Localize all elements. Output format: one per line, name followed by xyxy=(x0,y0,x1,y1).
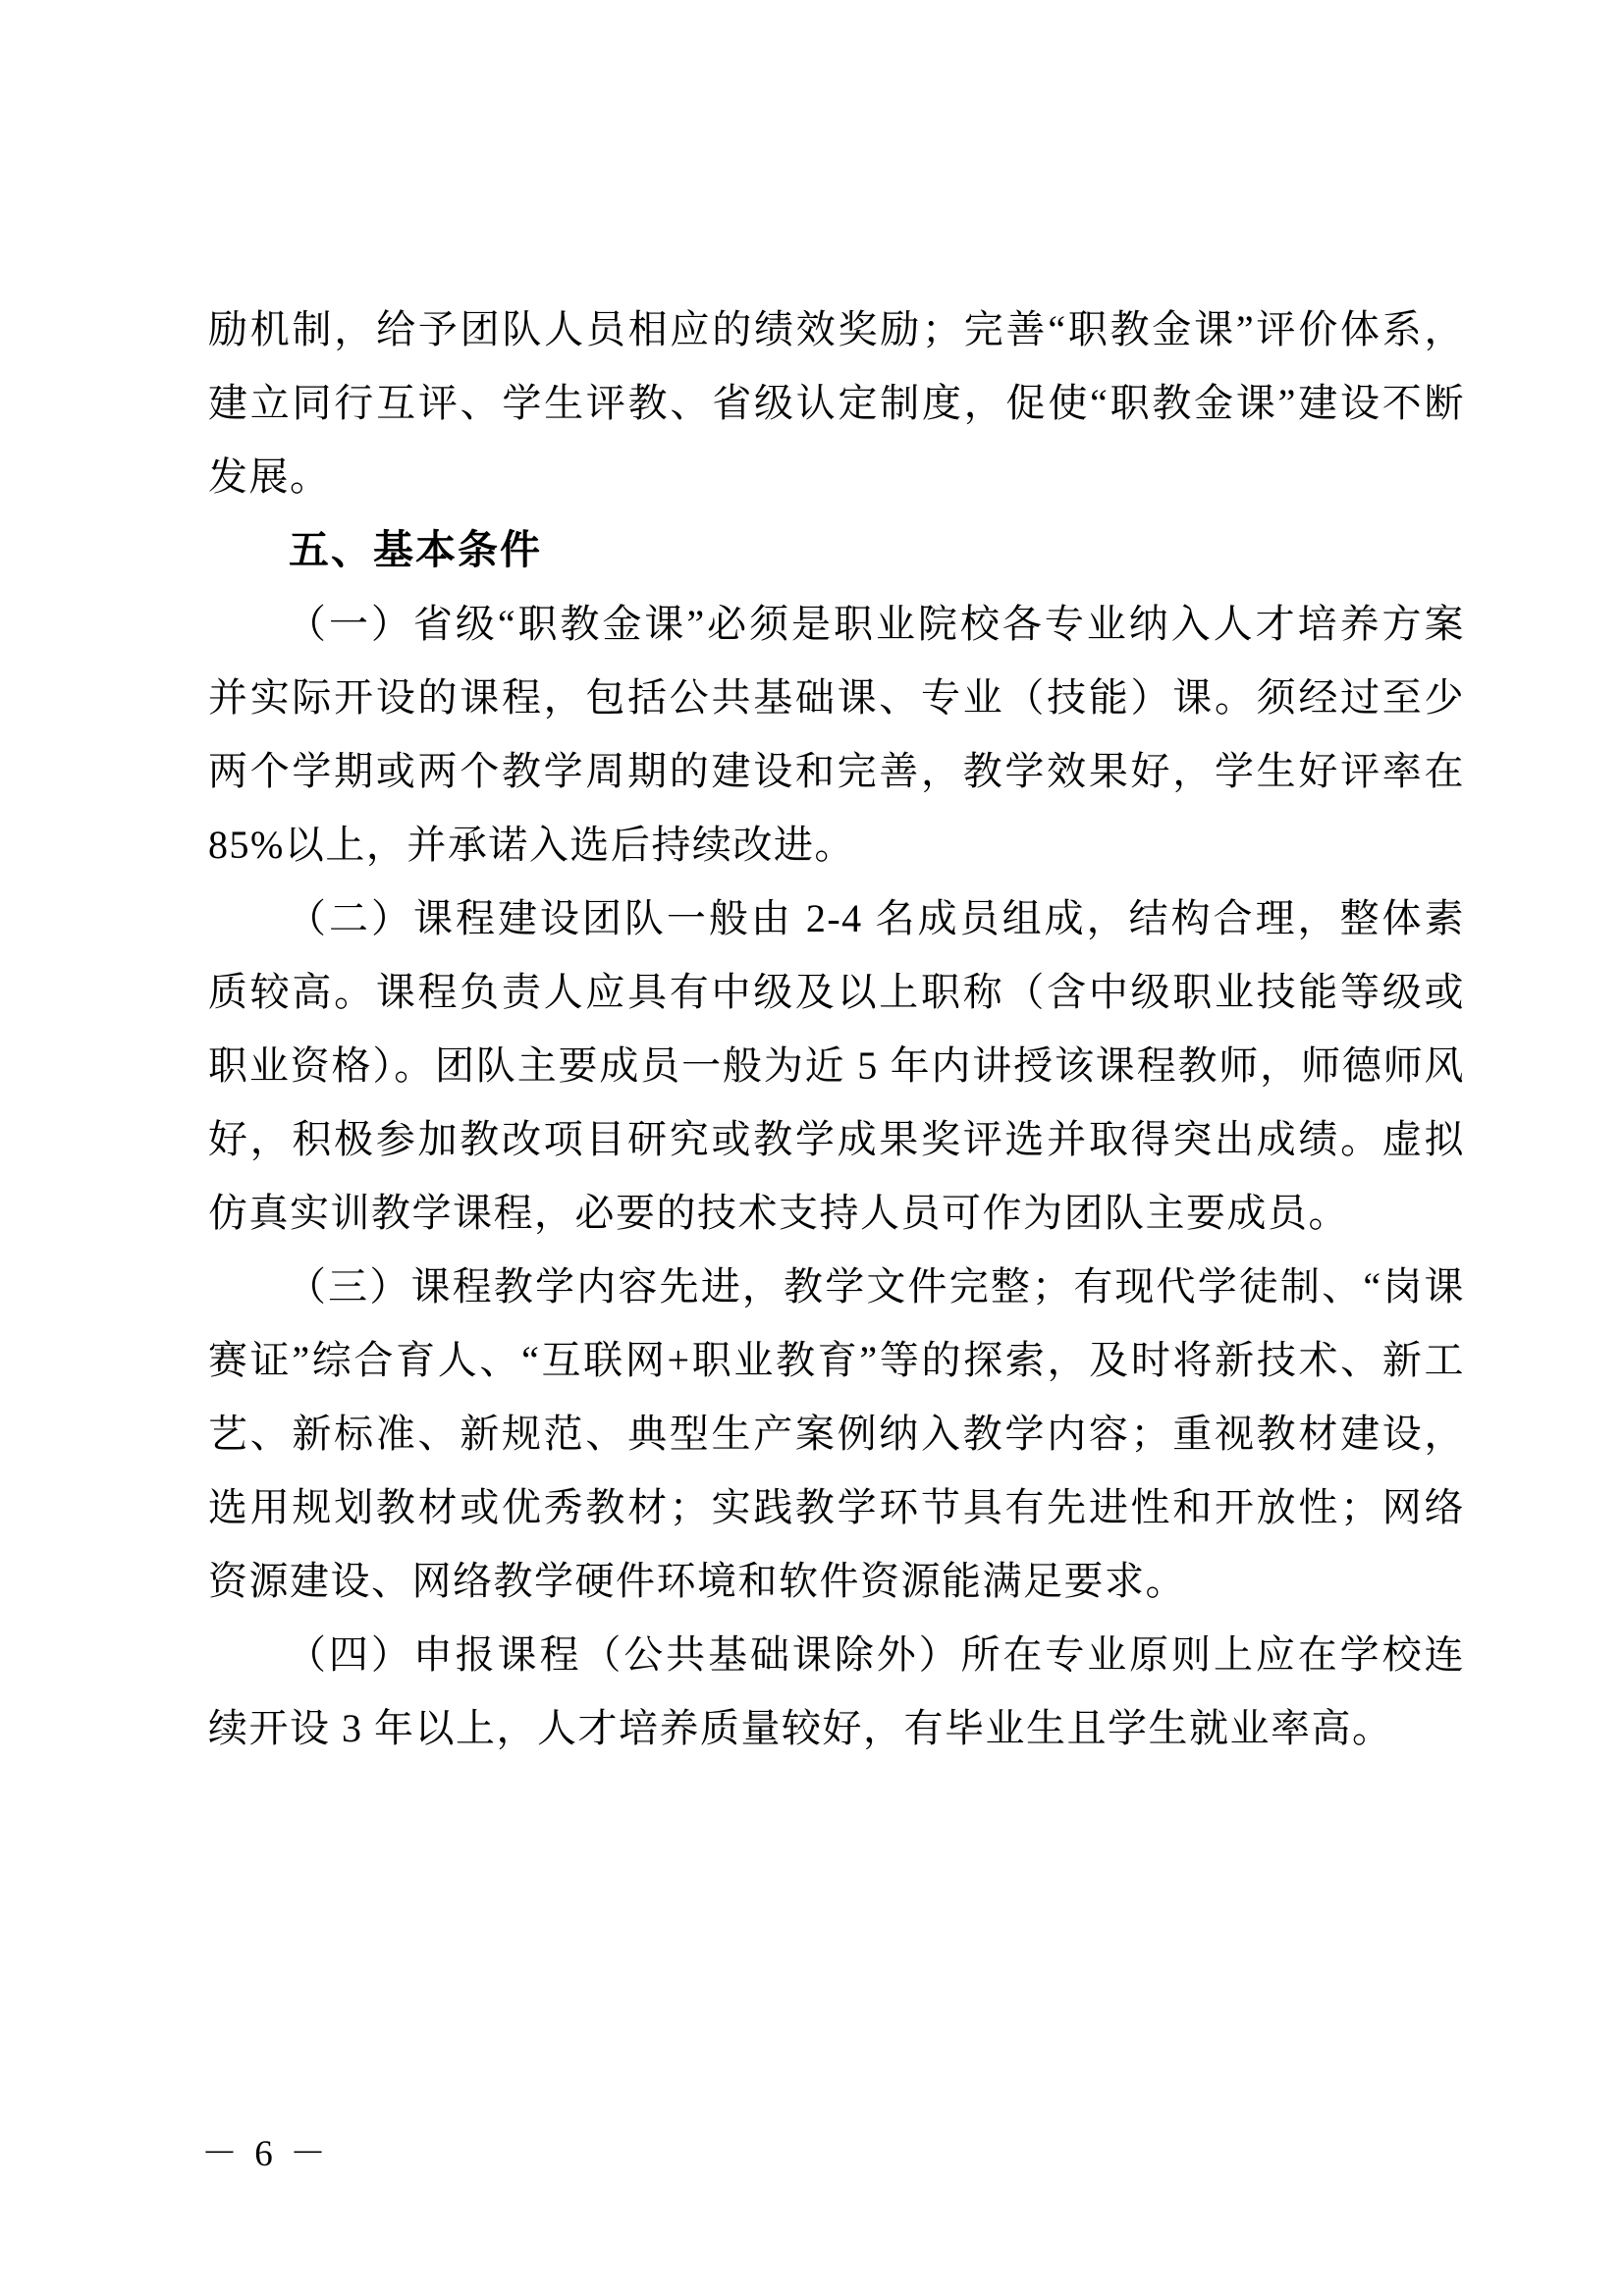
paragraph-item-one: （一）省级“职教金课”必须是职业院校各专业纳入人才培养方案并实际开设的课程，包括公共基础课、专业（技能）课。须经过至少两个学期或两个教学周期的建设和完善，教学效果好，学生好评率在 85%以上，并承诺入选后持续改进。 xyxy=(208,602,1465,867)
paragraph-continuation: 励机制，给予团队人员相应的绩效奖励；完善“职教金课”评价体系，建立同行互评、学生评教、省级认定制度，促使“职教金课”建设不断发展。 xyxy=(208,307,1465,499)
paragraph-item-four: （四）申报课程（公共基础课除外）所在专业原则上应在学校连续开设 3 年以上，人才培养质量较好，有毕业生且学生就业率高。 xyxy=(208,1632,1465,1750)
page-number: － 6 － xyxy=(201,2134,330,2174)
paragraph-item-three: （三）课程教学内容先进，教学文件完整；有现代学徒制、“岗课赛证”综合育人、“互联网+职业教育”等的探索，及时将新技术、新工艺、新标准、新规范、典型生产案例纳入教学内容；重视教材建设，选用规划教材或优秀教材；实践教学环节具有先进性和开放性；网络资源建设、网络教学硬件环境和软件资源能满足要求。 xyxy=(208,1264,1465,1603)
paragraph-item-two: （二）课程建设团队一般由 2-4 名成员组成，结构合理，整体素质较高。课程负责人应具有中级及以上职称（含中级职业技能等级或职业资格）。团队主要成员一般为近 5 年内讲授该课程教师，师德师风好，积极参加教改项目研究或教学成果奖评选并取得突出成绩。虚拟仿真实训教学课程，必要的技术支持人员可作为团队主要成员。 xyxy=(208,896,1465,1235)
text-block xyxy=(208,293,1465,1765)
section-heading-basic-conditions: 五、基本条件 xyxy=(289,527,542,572)
